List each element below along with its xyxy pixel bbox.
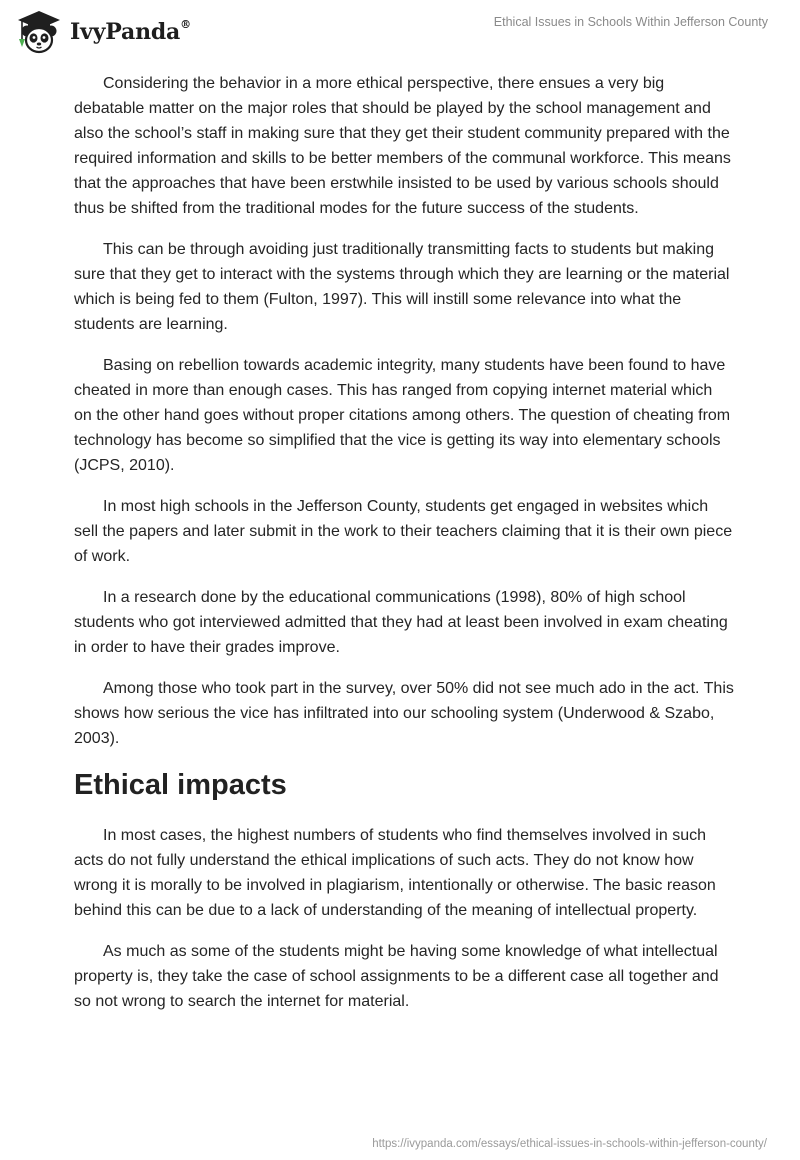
paragraph: As much as some of the students might be having some knowledge of what intellectual property is, they take the case of school assignments to be a different case all together and so not wrong to search the internet for material. <box>74 943 719 1010</box>
page-header <box>0 0 800 66</box>
brand-name: IvyPanda® <box>70 17 191 45</box>
ivypanda-logo[interactable] <box>14 8 191 56</box>
paragraph: This can be through avoiding just traditionally transmitting facts to students but making sure that they get to interact with the systems through which they are learning or the material which is being fed to them (Fulton, 1997). This will instill some relevance into what the students are learning. <box>74 241 730 333</box>
source-url[interactable]: https://ivypanda.com/essays/ethical-issues-in-schools-within-jefferson-county/ <box>372 1138 767 1150</box>
paragraph: In most high schools in the Jefferson County, students get engaged in websites which sell the papers and later submit in the work to their teachers claiming that it is their own piece of work. <box>74 498 733 565</box>
essay-body <box>74 71 734 1030</box>
paragraph: In a research done by the educational communications (1998), 80% of high school students who got interviewed admitted that they had at least been involved in exam cheating in order to have their grades improve. <box>74 589 728 656</box>
paragraph: Basing on rebellion towards academic integrity, many students have been found to have cheated in more than enough cases. This has ranged from copying internet material which on the other hand goes without proper citations among others. The question of cheating from technology has become so simplified that the vice is getting its way into elementary schools (JCPS, 2010). <box>74 357 731 474</box>
paragraph: Considering the behavior in a more ethical perspective, there ensues a very big debatable matter on the major roles that should be played by the school management and also the school’s staff in making sure that they get their student community prepared with the required information and skills to be better members of the communal workforce. This means that the approaches that have been erstwhile insisted to be used by various schools should thus be shifted from the traditional modes for the future success of the students. <box>74 75 731 217</box>
registered-mark: ® <box>180 17 191 31</box>
panda-graduation-icon <box>14 9 64 55</box>
document-title: Ethical Issues in Schools Within Jefferson County <box>493 15 768 29</box>
section-heading: Ethical impacts <box>74 769 287 801</box>
paragraph: Among those who took part in the survey, over 50% did not see much ado in the act. This shows how serious the vice has infiltrated into our schooling system (Underwood & Szabo, 2003). <box>74 680 734 747</box>
paragraph: In most cases, the highest numbers of students who find themselves involved in such acts do not fully understand the ethical implications of such acts. They do not know how wrong it is morally to be involved in plagiarism, intentionally or otherwise. The basic reason behind this can be due to a lack of understanding of the meaning of intellectual property. <box>74 827 716 919</box>
